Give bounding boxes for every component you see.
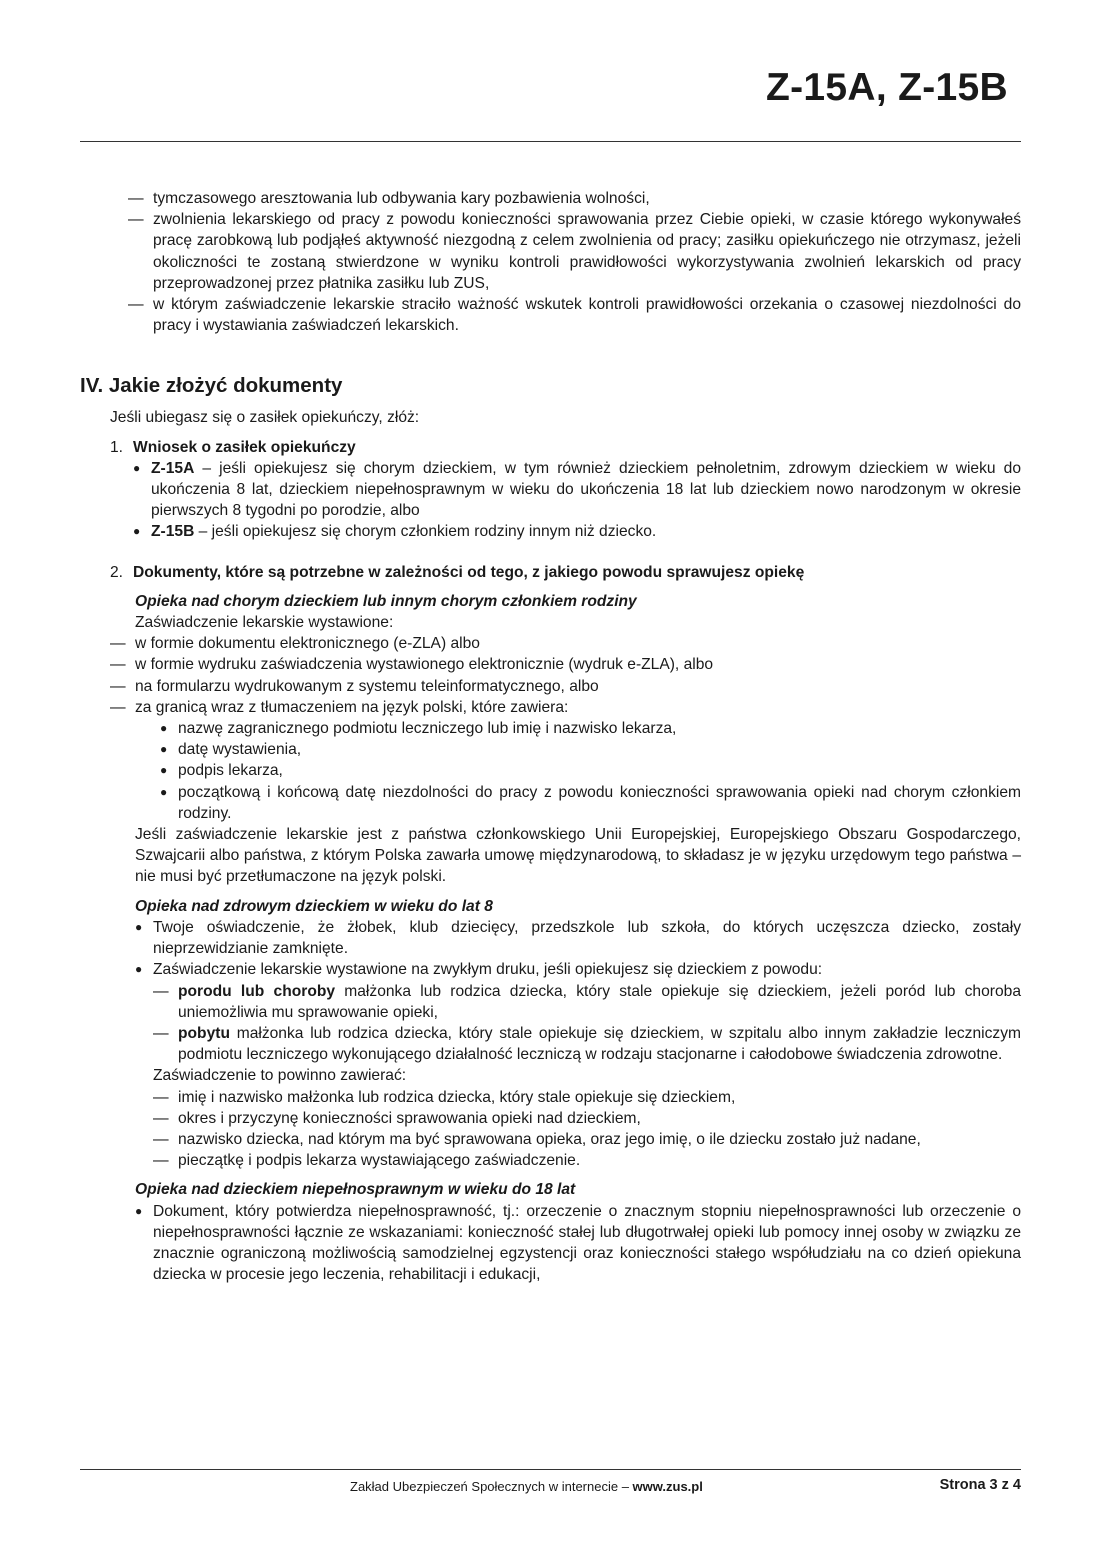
item-title: Wniosek o zasiłek opiekuńczy bbox=[133, 438, 356, 456]
subsection-note: Jeśli zaświadczenie lekarskie jest z państwa członkowskiego Unii Europejskiej, Europejskiego Obszaru Gospodarczego, Szwajcarii albo państwa, z którym Polska zawarła umowę międzynarodową, to składasz je w języku urzędowym tego państwa – nie musi być przetłumaczone na język polski. bbox=[135, 826, 1021, 886]
form-list bbox=[133, 458, 1021, 543]
reason-text: małżonka lub rodzica dziecka, który stale opiekuje się dzieckiem, jeżeli poród lub choroba uniemożliwia mu sprawowanie opieki, bbox=[178, 982, 1021, 1021]
footer-text bbox=[350, 1479, 703, 1494]
footer-label: Zakład Ubezpieczeń Społecznych w internecie – bbox=[350, 1479, 633, 1494]
list-item: ● Zaświadczenie lekarskie wystawione na zwykłym druku, jeśli opiekujesz się dzieckiem z powodu: bbox=[135, 959, 1021, 980]
form-code: Z-15B bbox=[151, 523, 195, 541]
subsection-sick-family bbox=[80, 591, 1021, 888]
subsection-lead: Zaświadczenie lekarskie wystawione: bbox=[135, 614, 394, 632]
list-item: — w formie wydruku zaświadczenia wystawionego elektronicznie (wydruk e-ZLA), albo bbox=[110, 654, 1021, 675]
form-description: – jeśli opiekujesz się chorym członkiem rodziny innym niż dziecko. bbox=[194, 523, 657, 541]
item-number: 1. bbox=[110, 438, 124, 456]
certificate-contents-list bbox=[80, 1087, 1021, 1172]
exclusion-list bbox=[80, 188, 1021, 336]
list-item: ● datę wystawienia, bbox=[160, 739, 1021, 760]
document-code: Z-15A, Z-15B bbox=[766, 66, 1008, 109]
list-item: — za granicą wraz z tłumaczeniem na język polski, które zawiera: bbox=[110, 697, 1021, 718]
subsection-healthy-child bbox=[80, 896, 1021, 1172]
list-item: — nazwisko dziecka, nad którym ma być sprawowana opieka, oraz jego imię, o ile dziecku zostało już nadane, bbox=[153, 1129, 1021, 1150]
list-item: ● podpis lekarza, bbox=[160, 760, 1021, 781]
item-number: 2. bbox=[110, 563, 124, 581]
healthy-child-docs bbox=[80, 917, 1021, 981]
item-title: Dokumenty, które są potrzebne w zależności od tego, z jakiego powodu sprawujesz opiekę bbox=[133, 563, 805, 581]
list-item bbox=[153, 1023, 1021, 1065]
section-title: IV. Jakie złożyć dokumenty bbox=[80, 374, 343, 398]
list-item bbox=[133, 458, 1021, 522]
reason-text: małżonka lub rodzica dziecka, który stale opiekuje się dzieckiem, w szpitalu albo innym zakładzie leczniczym podmiotu leczniczego wykonującego działalność leczniczą w rodzaju stacjonarne i całodobowe świadczenia zdrowotne. bbox=[178, 1024, 1021, 1064]
footer-url[interactable]: www.zus.pl bbox=[632, 1479, 703, 1494]
numbered-item-2 bbox=[80, 562, 1021, 583]
list-item: — tymczasowego aresztowania lub odbywania kary pozbawienia wolności, bbox=[128, 188, 1021, 209]
list-item: ● nazwę zagranicznego podmiotu leczniczego lub imię i nazwisko lekarza, bbox=[160, 718, 1021, 739]
list-item: — na formularzu wydrukowanym z systemu teleinformatycznego, albo bbox=[110, 676, 1021, 697]
list-item: ● Twoje oświadczenie, że żłobek, klub dziecięcy, przedszkole lub szkoła, do których uczęszcza dziecko, zostały nieprzewidzianie zamknięte. bbox=[135, 917, 1021, 959]
section-intro: Jeśli ubiegasz się o zasiłek opiekuńczy, złóż: bbox=[110, 409, 420, 427]
contains-lead: Zaświadczenie to powinno zawierać: bbox=[153, 1067, 407, 1085]
subsection-disabled-child bbox=[80, 1179, 1021, 1285]
list-item bbox=[133, 521, 1021, 542]
reason-keyword: porodu lub choroby bbox=[178, 982, 336, 1000]
form-code: Z-15A bbox=[151, 459, 195, 477]
disabled-child-docs bbox=[80, 1201, 1021, 1286]
foreign-certificate-contents bbox=[80, 718, 1021, 824]
page-content bbox=[80, 188, 1021, 1285]
page-number: Strona 3 z 4 bbox=[939, 1477, 1021, 1493]
form-description: – jeśli opiekujesz się chorym dzieckiem, w tym również dzieckiem pełnoletnim, zdrowym dzieckiem w wieku do ukończenia 8 lat, dzieckiem niepełnosprawnym w wieku do ukończenia 18 lat lub dzieckiem nowo narodzonym w okresie pierwszych 8 tygodni po porodzie, albo bbox=[151, 459, 1021, 520]
list-item: — w którym zaświadczenie lekarskie straciło ważność wskutek kontroli prawidłowości orzekania o czasowej niezdolności do pracy i wystawiania zaświadczeń lekarskich. bbox=[128, 294, 1021, 336]
list-item: — imię i nazwisko małżonka lub rodzica dziecka, który stale opiekuje się dzieckiem, bbox=[153, 1087, 1021, 1108]
subsection-heading: Opieka nad zdrowym dzieckiem w wieku do lat 8 bbox=[135, 897, 493, 915]
list-item: ● Dokument, który potwierdza niepełnosprawność, tj.: orzeczenie o znacznym stopniu niepełnosprawności lub orzeczenie o niepełnosprawności łącznie ze wskazaniami: konieczność stałej lub długotrwałej opieki lub pomocy innej osoby w związku ze znacznie ograniczoną możliwością samodzielnej egzystencji oraz konieczności stałego współudziału na co dzień opiekuna dziecka w procesie jego leczenia, rehabilitacji i edukacji, bbox=[135, 1201, 1021, 1286]
list-item: ● początkową i końcową datę niezdolności do pracy z powodu konieczności sprawowania opieki nad chorym członkiem rodziny. bbox=[160, 782, 1021, 824]
subsection-heading: Opieka nad dzieckiem niepełnosprawnym w wieku do 18 lat bbox=[135, 1181, 576, 1199]
reasons-list bbox=[80, 981, 1021, 1066]
subsection-heading: Opieka nad chorym dzieckiem lub innym chorym członkiem rodziny bbox=[135, 592, 637, 610]
list-item: — zwolnienia lekarskiego od pracy z powodu konieczności sprawowania przez Ciebie opieki, w czasie którego wykonywałeś pracę zarobkową lub podjąłeś aktywność niezgodną z celem zwolnienia od pracy; zasiłku opiekuńczego nie otrzymasz, jeżeli okoliczności te zostaną stwierdzone w wyniku kontroli prawidłowości wykorzystywania zwolnień lekarskich od pracy przeprowadzonej przez płatnika zasiłku lub ZUS, bbox=[128, 209, 1021, 294]
reason-keyword: pobytu bbox=[178, 1024, 230, 1042]
numbered-item-1 bbox=[80, 437, 1021, 543]
header-divider bbox=[80, 141, 1021, 142]
certificate-forms-list bbox=[80, 633, 1021, 718]
list-item: — w formie dokumentu elektronicznego (e-ZLA) albo bbox=[110, 633, 1021, 654]
list-item: — okres i przyczynę konieczności sprawowania opieki nad dzieckiem, bbox=[153, 1108, 1021, 1129]
footer-divider bbox=[80, 1469, 1021, 1470]
list-item bbox=[153, 981, 1021, 1023]
list-item: — pieczątkę i podpis lekarza wystawiającego zaświadczenie. bbox=[153, 1150, 1021, 1171]
